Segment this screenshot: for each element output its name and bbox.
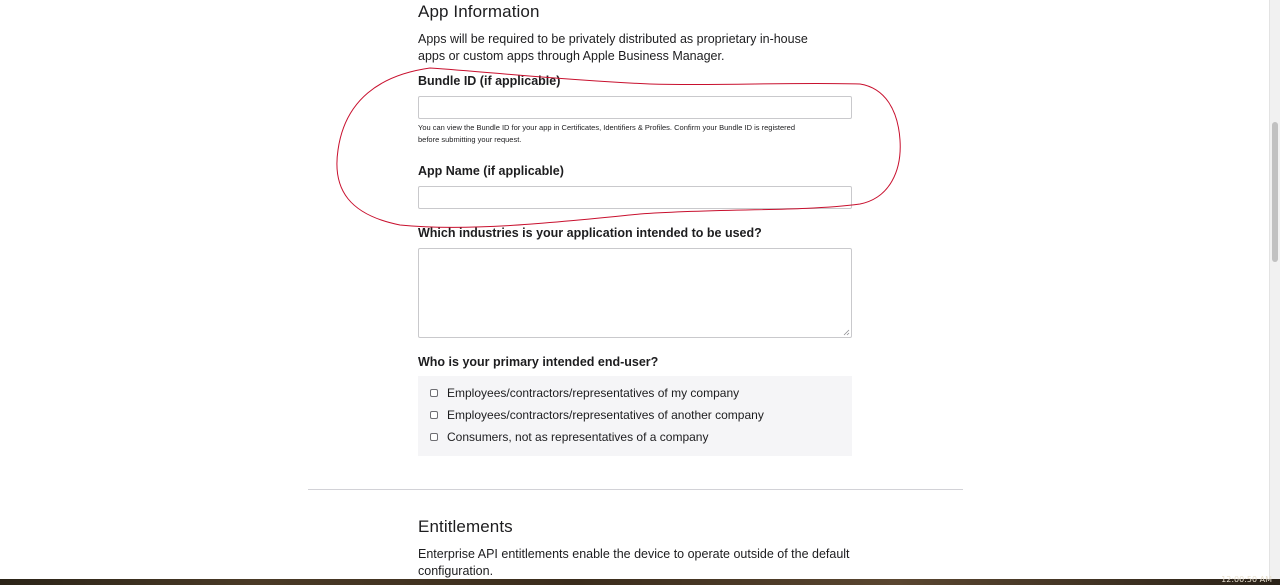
checkbox[interactable] xyxy=(430,411,438,419)
resize-grip-icon[interactable] xyxy=(843,329,850,336)
bundle-id-label: Bundle ID (if applicable) xyxy=(418,74,561,88)
section-divider xyxy=(308,489,963,490)
app-information-description: Apps will be required to be privately distributed as proprietary in-house apps or custom apps through Apple Business Manager. xyxy=(418,32,808,63)
end-user-option-label: Employees/contractors/representatives of another company xyxy=(447,408,764,422)
industries-label: Which industries is your application intended to be used? xyxy=(418,226,762,240)
checkbox[interactable] xyxy=(430,389,438,397)
bundle-id-input[interactable] xyxy=(418,96,852,119)
end-user-option-label: Employees/contractors/representatives of my company xyxy=(447,386,740,400)
industries-textarea[interactable] xyxy=(418,248,852,338)
app-information-title: App Information xyxy=(418,2,540,21)
entitlements-title: Entitlements xyxy=(418,517,513,536)
end-user-label: Who is your primary intended end-user? xyxy=(418,355,659,369)
taskbar-clock: 12:00:50 AM xyxy=(1221,575,1272,584)
bundle-id-helper-line1: You can view the Bundle ID for your app in Certificates, Identifiers & Profiles. Confirm your Bundle ID is registered xyxy=(418,123,795,132)
app-name-label: App Name (if applicable) xyxy=(418,164,564,178)
end-user-option-label: Consumers, not as representatives of a company xyxy=(447,430,709,444)
checkbox[interactable] xyxy=(430,433,438,441)
desktop-strip xyxy=(0,575,1280,585)
entitlements-description-line2: configuration. xyxy=(418,564,494,578)
end-user-option[interactable] xyxy=(430,408,764,422)
end-user-options xyxy=(418,376,852,456)
app-name-input[interactable] xyxy=(418,186,852,209)
end-user-option[interactable] xyxy=(430,430,708,444)
scrollbar-thumb[interactable] xyxy=(1272,122,1278,262)
entitlements-description-line1: Enterprise API entitlements enable the device to operate outside of the default xyxy=(418,547,850,561)
end-user-option[interactable] xyxy=(430,386,739,400)
bundle-id-helper-line2: before submitting your request. xyxy=(418,135,522,144)
scrollbar-track[interactable] xyxy=(1269,0,1280,585)
